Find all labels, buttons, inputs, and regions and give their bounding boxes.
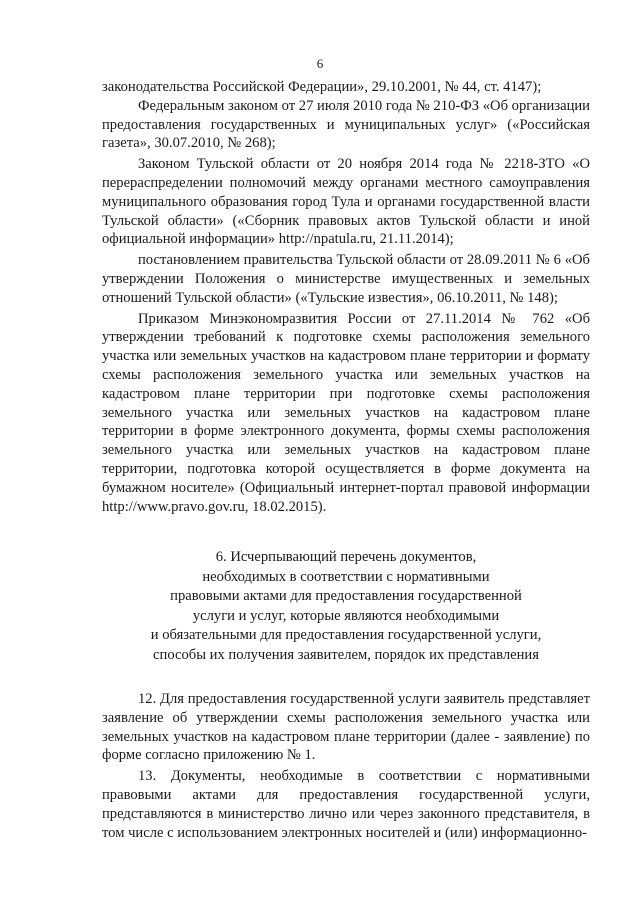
paragraph-item-12: 12. Для предоставления государственной услуги заявитель представляет заявление об утверждении схемы расположения земельного участка или земельных участков на кадастровом плане территории (далее - заявление) по форме согласно приложению № 1. [102, 691, 590, 764]
section-heading-line: правовыми актами для предоставления государственной [170, 588, 522, 605]
page-number: 6 [316, 56, 324, 71]
paragraph-tula-resolution-6: постановлением правительства Тульской области от 28.09.2011 № 6 «Об утверждении Положения о министерстве имущественных и земельных отношений Тульской области» («Тульские известия», 06.10.2011, № 148); [102, 252, 590, 306]
paragraph-continuation: законодательства Российской Федерации», 29.10.2001, № 44, ст. 4147); [102, 79, 542, 95]
paragraph-federal-law-210: Федеральным законом от 27 июля 2010 года № 210-ФЗ «Об организации предоставления государственных и муниципальных услуг» («Российская газета», 30.07.2010, № 268); [102, 97, 590, 152]
section-heading-line: и обязательными для предоставления государственной услуги, [150, 627, 542, 644]
paragraph-order-762: Приказом Минэкономразвития России от 27.11.2014 № 762 «Об утверждении требований к подготовке схемы расположения земельного участка или земельных участков на кадастровом плане территории и формату схемы расположения земельного участка или земельных участков на кадастровом плане территории при подготовке схемы расположения земельного участка или земельных участков на кадастровом плане территории в форме электронного документа, формы схемы расположения земельного участка или земельных участков на кадастровом плане территории, подготовка которой осуществляется в форме документа на бумажном носителе» (Официальный интернет-портал правовой информации http://www.pravo.gov.ru, 18.02.2015). [102, 310, 590, 515]
legal-acts-list [102, 78, 590, 516]
section-heading-line: необходимых в соответствии с нормативными [202, 568, 490, 585]
section-heading-line: способы их получения заявителем, порядок их представления [153, 646, 539, 663]
paragraph-item-13: 13. Документы, необходимые в соответствии с нормативными правовыми актами для предоставления государственной услуги, представляются в министерство лично или через законного представителя, в том числе с использованием электронных носителей и (или) информационно- [102, 768, 590, 841]
section-heading-line: 6. Исчерпывающий перечень документов, [215, 549, 477, 565]
paragraph-tula-law-2218: Законом Тульской области от 20 ноября 2014 года № 2218-ЗТО «О перераспределении полномочий между органами местного самоуправления муниципального образования город Тула и органами государственной власти Тульской области» («Сборник правовых актов Тульской области и иной официальной информации» http://npatula.ru, 21.11.2014); [102, 156, 590, 248]
section-heading [102, 548, 590, 666]
section-heading-line: услуги и услуг, которые являются необходимыми [192, 607, 500, 624]
section-body [102, 690, 590, 842]
